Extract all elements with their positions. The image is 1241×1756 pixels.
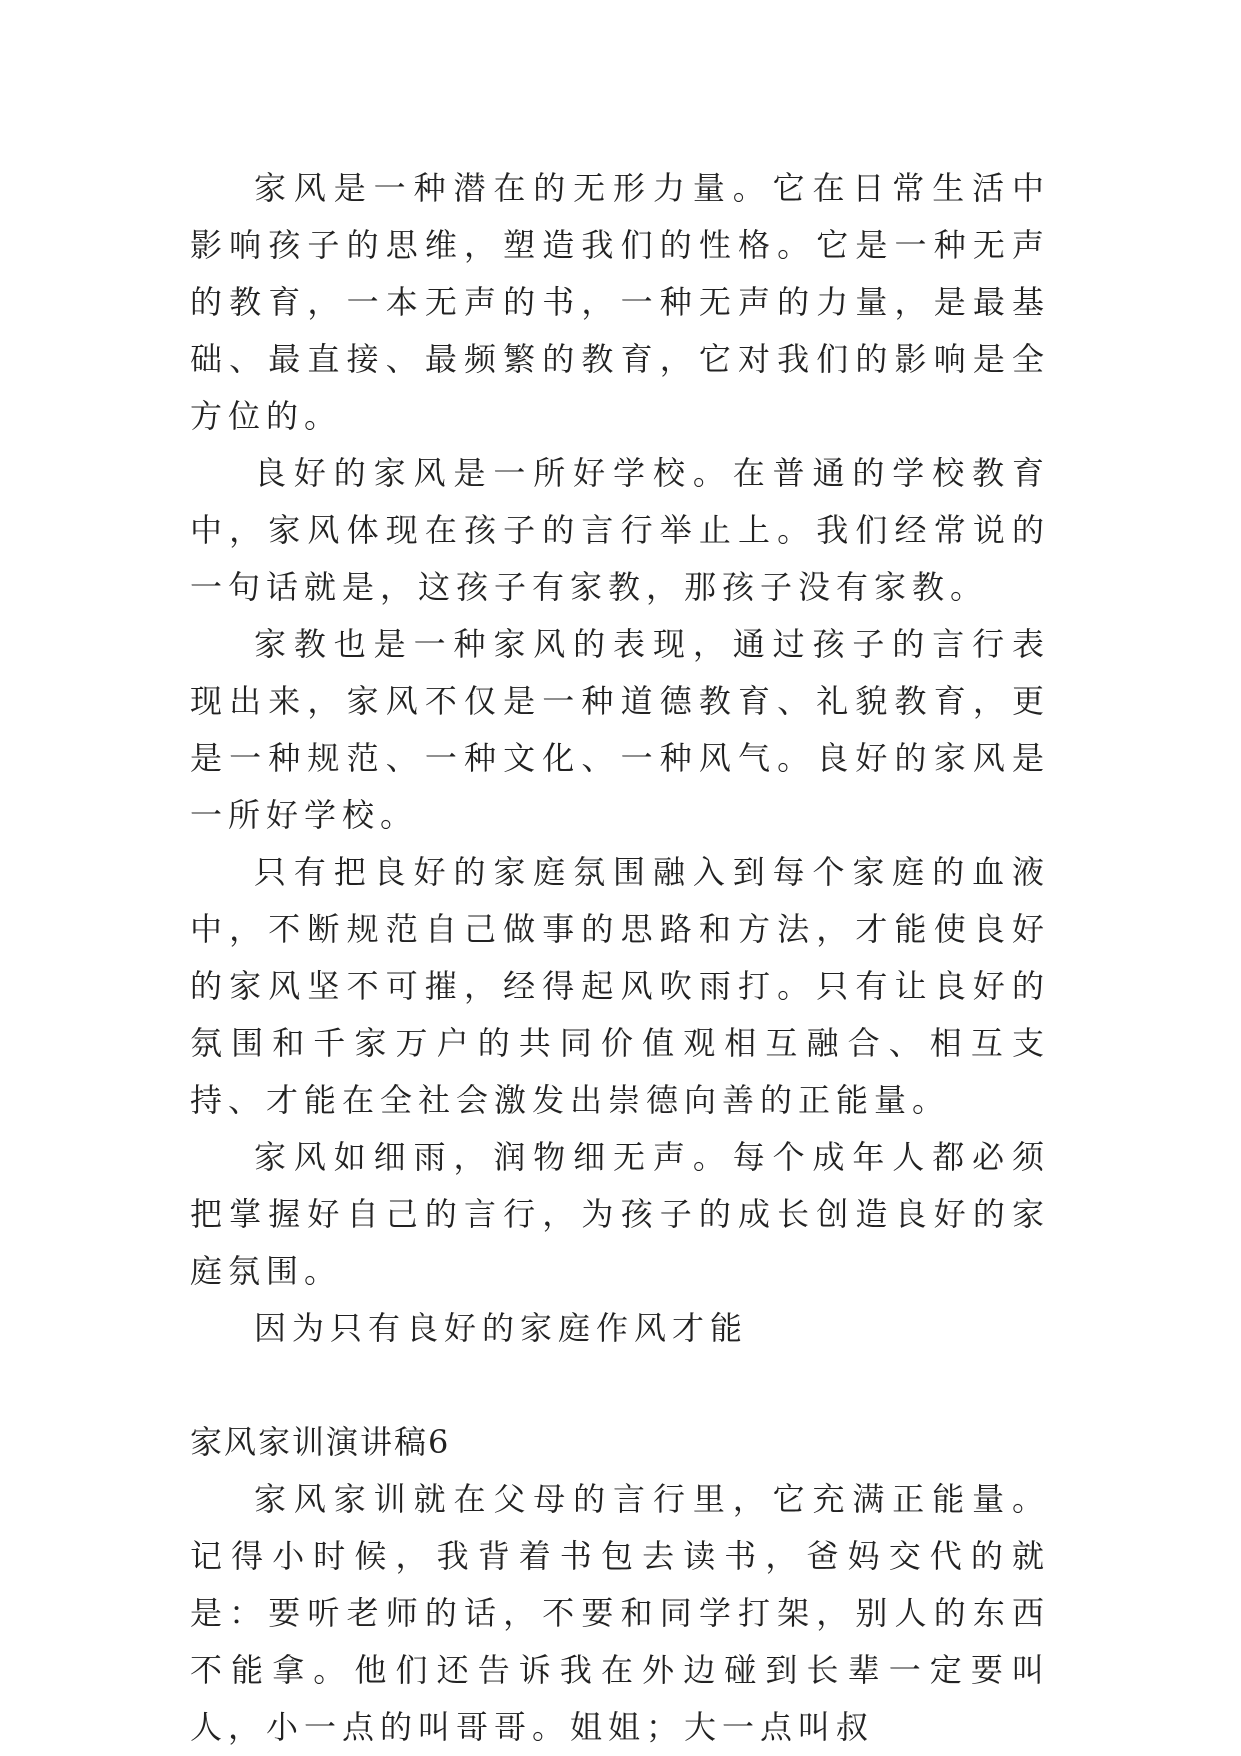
paragraph-1: 家风是一种潜在的无形力量。它在日常生活中影响孩子的思维，塑造我们的性格。它是一种无声的教育，一本无声的书，一种无声的力量，是最基础、最直接、最频繁的教育，它对我们的影响是全方位的。 — [190, 169, 1050, 435]
section-heading: 家风家训演讲稿6 — [190, 1423, 451, 1461]
paragraph-4: 只有把良好的家庭氛围融入到每个家庭的血液中，不断规范自己做事的思路和方法，才能使良好的家风坚不可摧，经得起风吹雨打。只有让良好的氛围和千家万户的共同价值观相互融合、相互支持、才能在全社会激发出崇德向善的正能量。 — [190, 853, 1050, 1119]
paragraph-6: 因为只有良好的家庭作风才能 — [254, 1309, 749, 1347]
paragraph-5: 家风如细雨，润物细无声。每个成年人都必须把掌握好自己的言行，为孩子的成长创造良好的家庭氛围。 — [190, 1138, 1050, 1290]
paragraph-2: 良好的家风是一所好学校。在普通的学校教育中，家风体现在孩子的言行举止上。我们经常说的一句话就是，这孩子有家教，那孩子没有家教。 — [190, 454, 1050, 606]
document-body — [190, 160, 1050, 1756]
paragraph-7: 家风家训就在父母的言行里，它充满正能量。记得小时候，我背着书包去读书，爸妈交代的就是：要听老师的话，不要和同学打架，别人的东西不能拿。他们还告诉我在外边碰到长辈一定要叫人，小一点的叫哥哥。姐姐；大一点叫叔 — [190, 1480, 1050, 1746]
paragraph-3: 家教也是一种家风的表现，通过孩子的言行表现出来，家风不仅是一种道德教育、礼貌教育，更是一种规范、一种文化、一种风气。良好的家风是一所好学校。 — [190, 625, 1050, 834]
